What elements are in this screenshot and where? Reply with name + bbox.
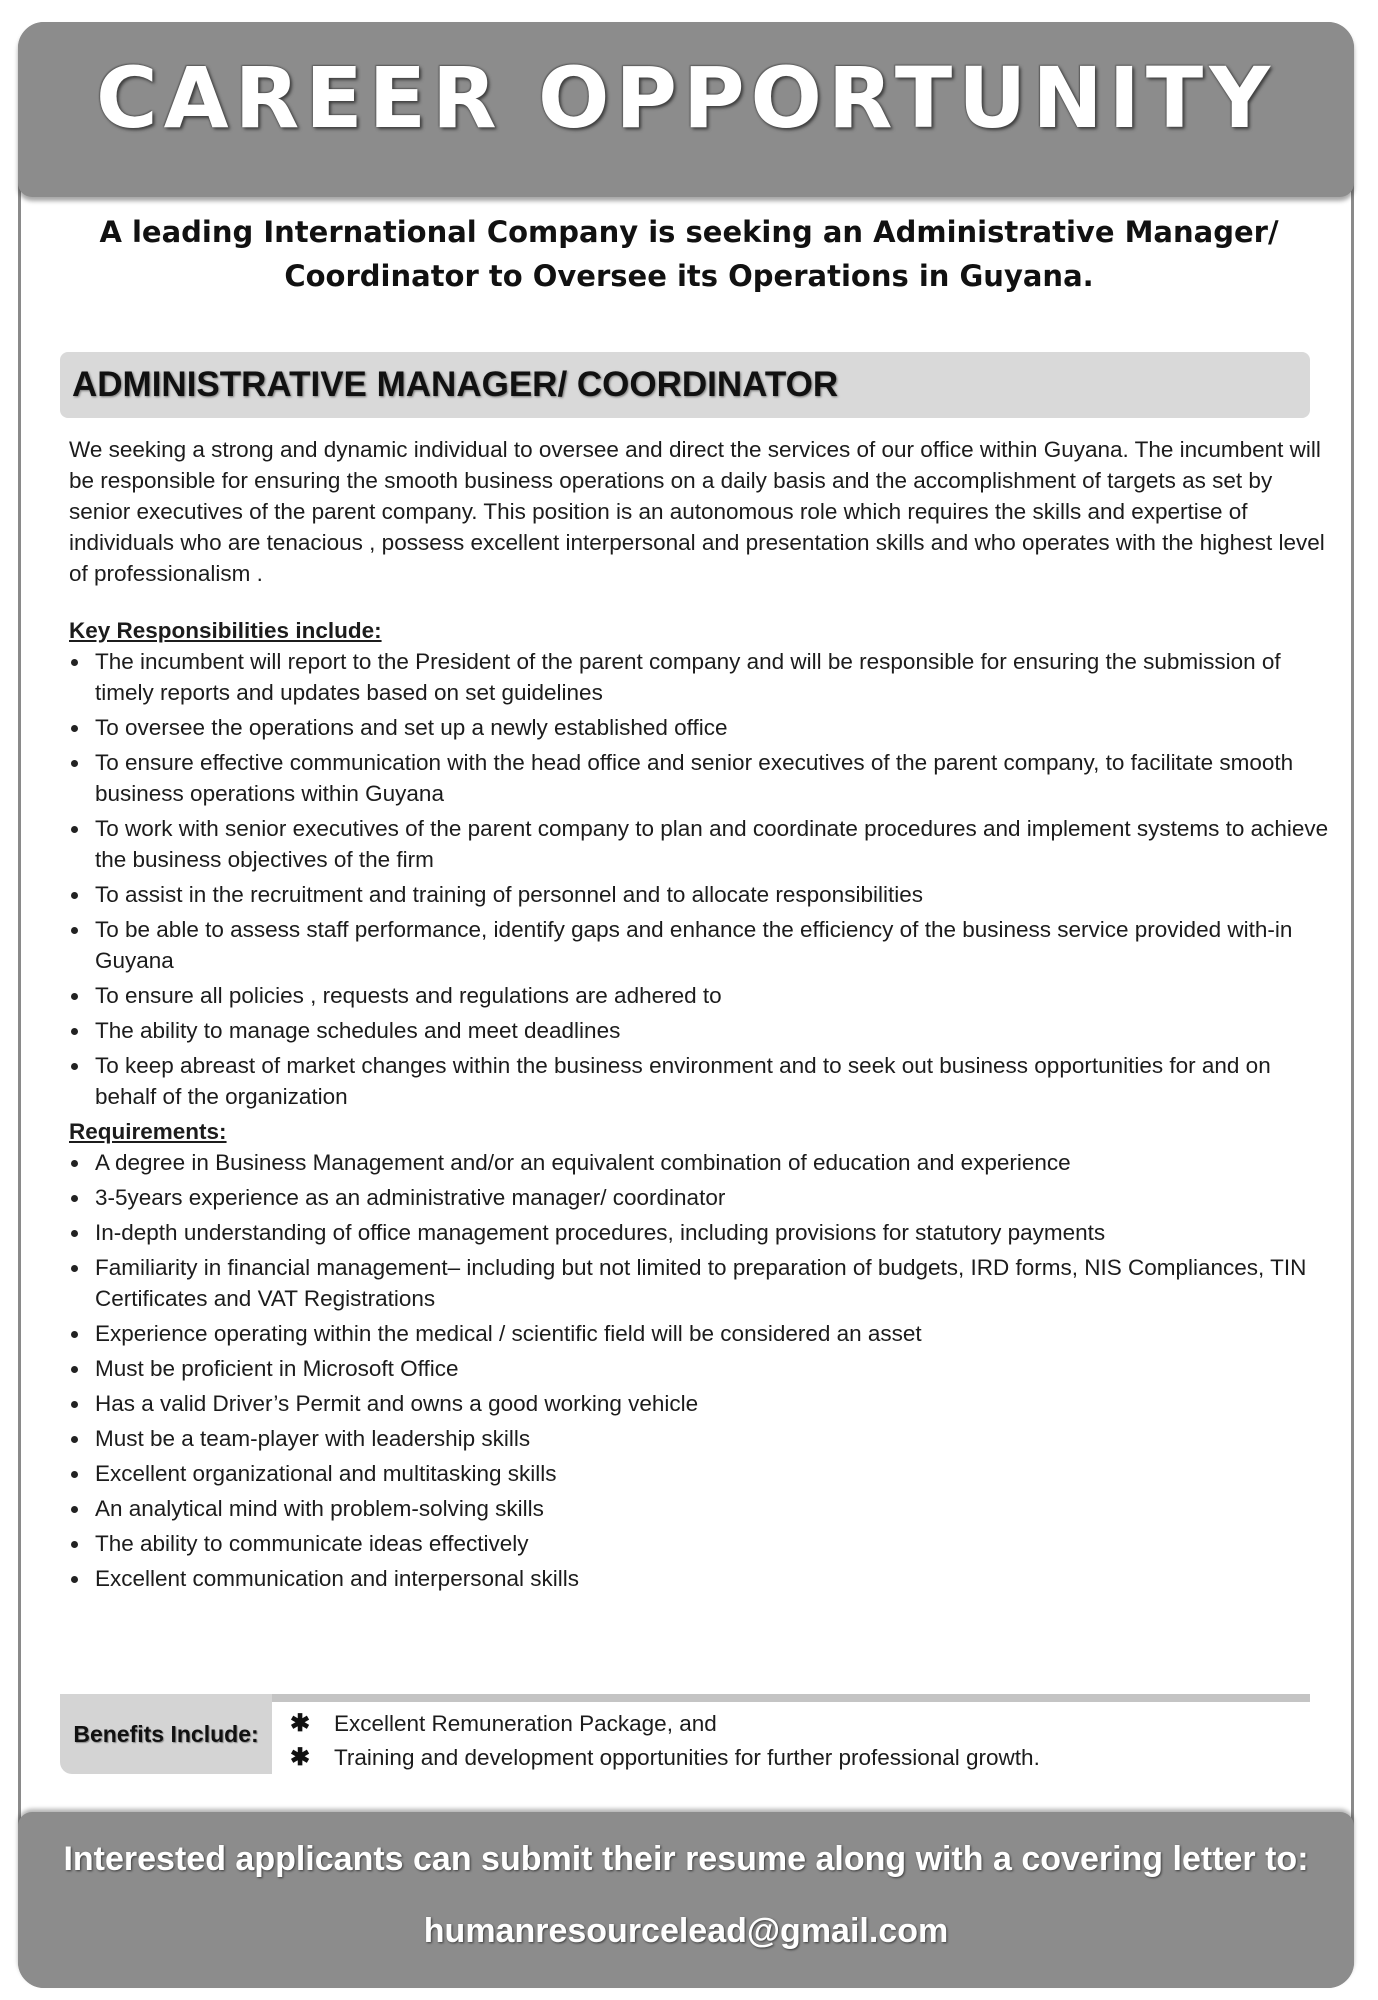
bullet-icon [71,1265,78,1272]
bullet-icon [71,1063,78,1070]
requirement-item: Experience operating within the medical / scientific field will be considered an asset [69,1318,1331,1349]
bullet-icon [71,826,78,833]
responsibility-item: The incumbent will report to the President of the parent company and will be responsible for ensuring the submission of timely reports and updates based on set guidelines [69,646,1331,708]
requirement-item: In-depth understanding of office management procedures, including provisions for statutory payments [69,1217,1331,1248]
bullet-icon [71,927,78,934]
requirement-item: Excellent communication and interpersonal skills [69,1563,1331,1594]
contact-email[interactable]: humanresourcelead@gmail.com [423,1912,949,1950]
responsibility-item: To be able to assess staff performance, identify gaps and enhance the efficiency of the business service provided with-in Guyana [69,914,1331,976]
intro-line-1: A leading International Company is seeking an Administrative Manager/ [99,215,1279,249]
bullet-icon [71,1230,78,1237]
bullet-icon [71,1471,78,1478]
bullet-icon [71,1195,78,1202]
header-banner [18,22,1354,197]
intro-line-2: Coordinator to Oversee its Operations in Guyana. [284,259,1094,293]
responsibilities-list [69,646,1331,1112]
requirement-item: Familiarity in financial management– including but not limited to preparation of budgets, IRD forms, NIS Compliances, TIN Certificates and VAT Registrations [69,1252,1331,1314]
main-content [69,434,1331,1598]
bullet-icon [71,1401,78,1408]
bullet-icon [71,1160,78,1167]
benefit-item: ✱ Training and development opportunities for further professional growth. [290,1741,1290,1775]
position-title-bar [60,352,1310,418]
bullet-icon [71,1331,78,1338]
page-title: CAREER OPPORTUNITY [95,49,1277,147]
responsibilities-heading: Key Responsibilities include: [69,618,382,643]
requirement-item: Excellent organizational and multitasking skills [69,1458,1331,1489]
responsibility-item: To assist in the recruitment and training of personnel and to allocate responsibilities [69,879,1331,910]
benefits-label: Benefits Include: [73,1720,259,1747]
responsibility-item: To oversee the operations and set up a newly established office [69,712,1331,743]
bullet-icon [71,1576,78,1583]
benefit-item: ✱ Excellent Remuneration Package, and [290,1707,1290,1741]
footer-banner [18,1812,1354,1988]
bullet-icon [71,1506,78,1513]
responsibility-item: To ensure effective communication with the head office and senior executives of the parent company, to facilitate smooth business operations within Guyana [69,747,1331,809]
intro-statement [40,210,1338,298]
requirement-item: An analytical mind with problem-solving skills [69,1493,1331,1524]
bullet-icon [71,892,78,899]
bullet-icon [71,1541,78,1548]
responsibility-item: To work with senior executives of the parent company to plan and coordinate procedures and implement systems to achieve the business objectives of the firm [69,813,1331,875]
job-summary: We seeking a strong and dynamic individual to oversee and direct the services of our office within Guyana. The incumbent will be responsible for ensuring the smooth business operations on a daily basis and the accomplishment of targets as set by senior executives of the parent company. This position is an autonomous role which requires the skills and expertise of individuals who are tenacious , possess excellent interpersonal and presentation skills and who operates with the highest level of professionalism . [69,437,1325,586]
bullet-icon [71,1028,78,1035]
application-instructions: Interested applicants can submit their resume along with a covering letter to: [63,1840,1309,1878]
responsibility-item: The ability to manage schedules and meet deadlines [69,1015,1331,1046]
bullet-icon [71,760,78,767]
requirements-heading: Requirements: [69,1119,227,1144]
position-title: ADMINISTRATIVE MANAGER/ COORDINATOR [72,365,839,404]
requirements-list [69,1147,1331,1594]
bullet-icon [71,659,78,666]
requirement-item: Has a valid Driver’s Permit and owns a good working vehicle [69,1388,1331,1419]
asterisk-icon: ✱ [290,1710,311,1737]
requirement-item: Must be a team-player with leadership skills [69,1423,1331,1454]
bullet-icon [71,725,78,732]
requirement-item: A degree in Business Management and/or an equivalent combination of education and experience [69,1147,1331,1178]
requirement-item: Must be proficient in Microsoft Office [69,1353,1331,1384]
benefits-list [290,1707,1290,1775]
responsibility-item: To ensure all policies , requests and regulations are adhered to [69,980,1331,1011]
responsibility-item: To keep abreast of market changes within the business environment and to seek out business opportunities for and on behalf of the organization [69,1050,1331,1112]
requirement-item: 3-5years experience as an administrative manager/ coordinator [69,1182,1331,1213]
bullet-icon [71,993,78,1000]
bullet-icon [71,1436,78,1443]
benefits-label-box [60,1694,272,1774]
requirement-item: The ability to communicate ideas effectively [69,1528,1331,1559]
asterisk-icon: ✱ [290,1744,311,1771]
bullet-icon [71,1366,78,1373]
